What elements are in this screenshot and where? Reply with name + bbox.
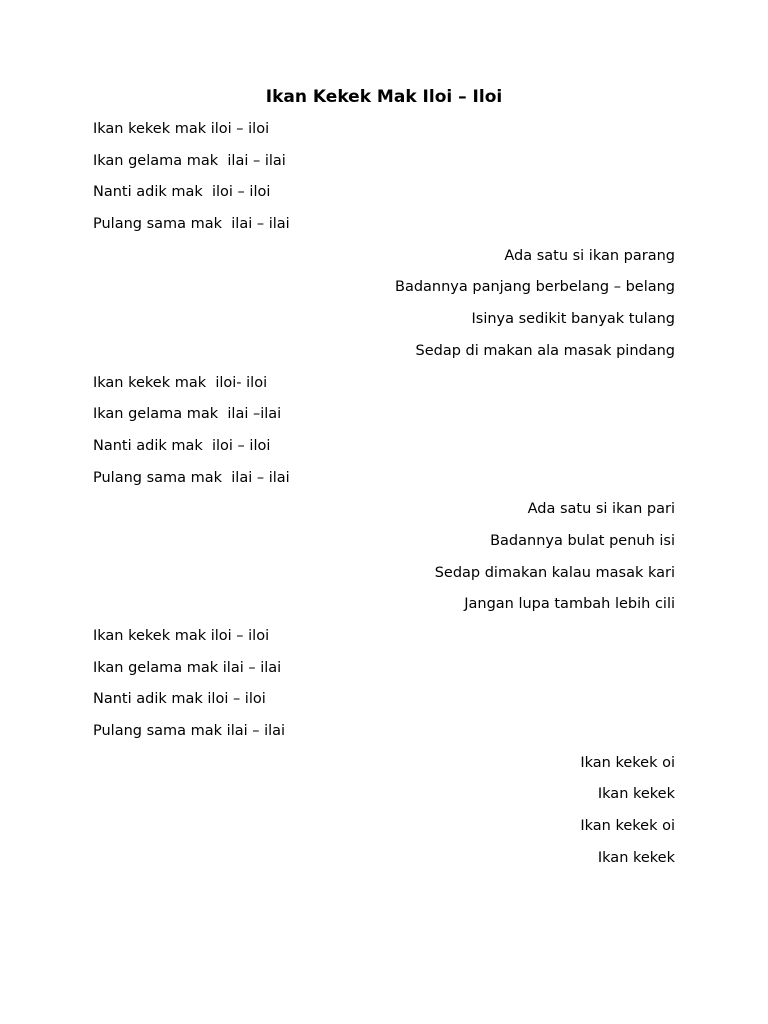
lyric-line: Sedap di makan ala masak pindang (415, 342, 675, 359)
page-title: Ikan Kekek Mak Iloi – Iloi (265, 87, 503, 107)
lyric-line: Ada satu si ikan parang (504, 247, 675, 264)
lyric-line: Badannya panjang berbelang – belang (395, 279, 675, 296)
lyric-line: Ikan gelama mak ilai – ilai (93, 659, 282, 676)
lyric-line: Ikan kekek mak iloi- iloi (93, 374, 268, 391)
lyric-line: Ikan kekek (597, 786, 675, 803)
lyric-line: Sedap dimakan kalau masak kari (434, 564, 675, 581)
lyric-line: Ada satu si ikan pari (527, 501, 675, 518)
lyric-line: Ikan kekek mak iloi – iloi (93, 121, 270, 137)
lyric-line: Ikan gelama mak ilai – ilai (93, 152, 286, 169)
lyric-line: Nanti adik mak iloi – iloi (93, 437, 271, 454)
lyric-line: Ikan kekek (597, 849, 675, 866)
lyric-line: Nanti adik mak iloi – iloi (93, 691, 266, 708)
lyric-line: Ikan gelama mak ilai –ilai (93, 406, 282, 423)
lyric-line: Badannya bulat penuh isi (490, 532, 675, 549)
lyric-line: Pulang sama mak ilai – ilai (93, 723, 286, 740)
lyric-line: Nanti adik mak iloi – iloi (93, 184, 271, 201)
lyric-line: Pulang sama mak ilai – ilai (93, 469, 290, 486)
lyric-line: Isinya sedikit banyak tulang (471, 311, 675, 328)
lyric-line: Ikan kekek oi (580, 754, 675, 771)
lyrics-body (93, 119, 675, 880)
lyric-line: Jangan lupa tambah lebih cili (464, 596, 675, 613)
lyric-line: Pulang sama mak ilai – ilai (93, 216, 290, 233)
lyric-line: Ikan kekek oi (580, 818, 675, 835)
lyric-line: Ikan kekek mak iloi – iloi (93, 628, 270, 644)
